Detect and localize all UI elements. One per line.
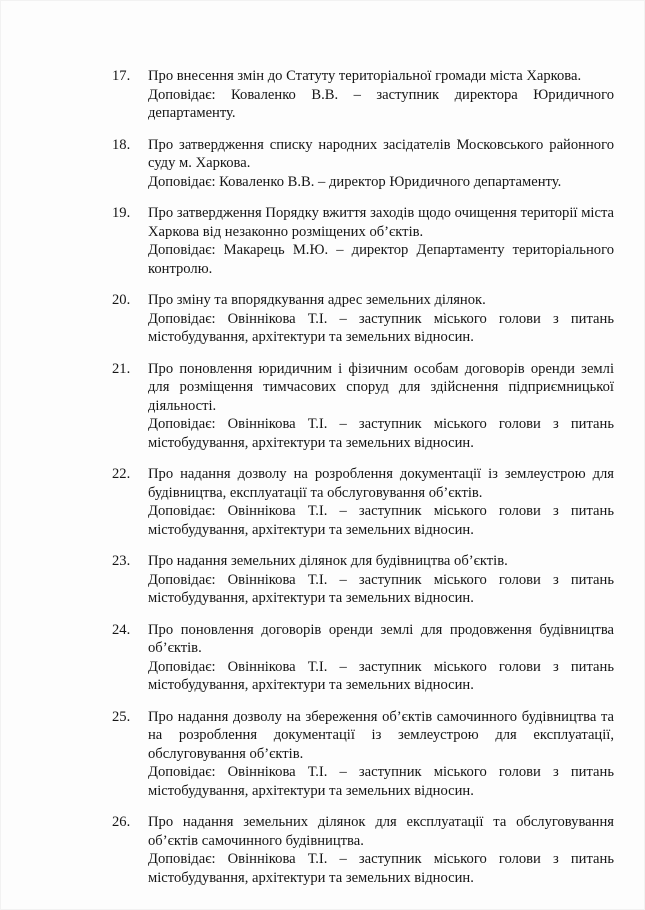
item-title: Про надання дозволу на розроблення документації із землеустрою для будівництва, експлуатації та обслуговування об’єктів. xyxy=(148,466,614,501)
agenda-list xyxy=(112,67,614,900)
agenda-item-22 xyxy=(112,465,614,539)
item-number: 26. xyxy=(112,814,131,830)
item-title: Про надання земельних ділянок для будівництва об’єктів. xyxy=(148,553,508,569)
item-number: 21. xyxy=(112,360,131,377)
item-speaker: Доповідає: Овіннікова Т.І. – заступник міського голови з питань містобудування, архітектури та земельних відносин. xyxy=(148,658,614,693)
item-number: 23. xyxy=(112,553,131,569)
item-speaker: Доповідає: Коваленко В.В. – заступник директора Юридичного департаменту. xyxy=(148,86,614,121)
item-number: 25. xyxy=(112,708,131,725)
item-speaker: Доповідає: Макарець М.Ю. – директор Департаменту територіального контролю. xyxy=(148,242,614,277)
agenda-item-26 xyxy=(112,813,614,887)
agenda-item-25 xyxy=(112,708,614,801)
item-number: 24. xyxy=(112,621,131,638)
item-title: Про поновлення юридичним і фізичним особам договорів оренди землі для розміщення тимчасових споруд для здійснення підприємницької діяльності. xyxy=(148,360,614,414)
agenda-item-20 xyxy=(112,291,614,347)
item-number: 20. xyxy=(112,292,131,308)
item-number: 19. xyxy=(112,205,131,221)
agenda-item-17 xyxy=(112,67,614,123)
item-speaker: Доповідає: Овіннікова Т.І. – заступник міського голови з питань містобудування, архітектури та земельних відносин. xyxy=(148,851,614,886)
agenda-item-18 xyxy=(112,136,614,192)
item-title: Про надання земельних ділянок для експлуатації та обслуговування об’єктів самочинного будівництва. xyxy=(148,814,614,849)
agenda-item-23 xyxy=(112,552,614,608)
item-number: 18. xyxy=(112,136,131,153)
item-title: Про зміну та впорядкування адрес земельних ділянок. xyxy=(148,292,486,308)
item-number: 22. xyxy=(112,466,131,482)
item-title: Про поновлення договорів оренди землі для продовження будівництва об’єктів. xyxy=(148,621,614,656)
item-title: Про внесення змін до Статуту територіальної громади міста Харкова. xyxy=(148,68,582,84)
item-speaker: Доповідає: Овіннікова Т.І. – заступник міського голови з питань містобудування, архітектури та земельних відносин. xyxy=(148,764,614,799)
item-speaker: Доповідає: Коваленко В.В. – директор Юридичного департаменту. xyxy=(148,173,562,190)
item-title: Про затвердження списку народних засідателів Московського районного суду м. Харкова. xyxy=(148,136,614,171)
agenda-item-24 xyxy=(112,621,614,695)
item-number: 17. xyxy=(112,68,131,84)
agenda-item-19 xyxy=(112,204,614,278)
item-title: Про надання дозволу на збереження об’єктів самочинного будівництва та на розроблення документації із землеустрою для експлуатації, обслуговування об’єктів. xyxy=(148,708,614,762)
item-speaker: Доповідає: Овіннікова Т.І. – заступник міського голови з питань містобудування, архітектури та земельних відносин. xyxy=(148,416,614,451)
item-speaker: Доповідає: Овіннікова Т.І. – заступник міського голови з питань містобудування, архітектури та земельних відносин. xyxy=(148,310,614,345)
item-speaker: Доповідає: Овіннікова Т.І. – заступник міського голови з питань містобудування, архітектури та земельних відносин. xyxy=(148,503,614,538)
item-title: Про затвердження Порядку вжиття заходів щодо очищення території міста Харкова від незаконно розміщених об’єктів. xyxy=(148,205,614,240)
item-speaker: Доповідає: Овіннікова Т.І. – заступник міського голови з питань містобудування, архітектури та земельних відносин. xyxy=(148,571,614,606)
agenda-item-21 xyxy=(112,360,614,453)
